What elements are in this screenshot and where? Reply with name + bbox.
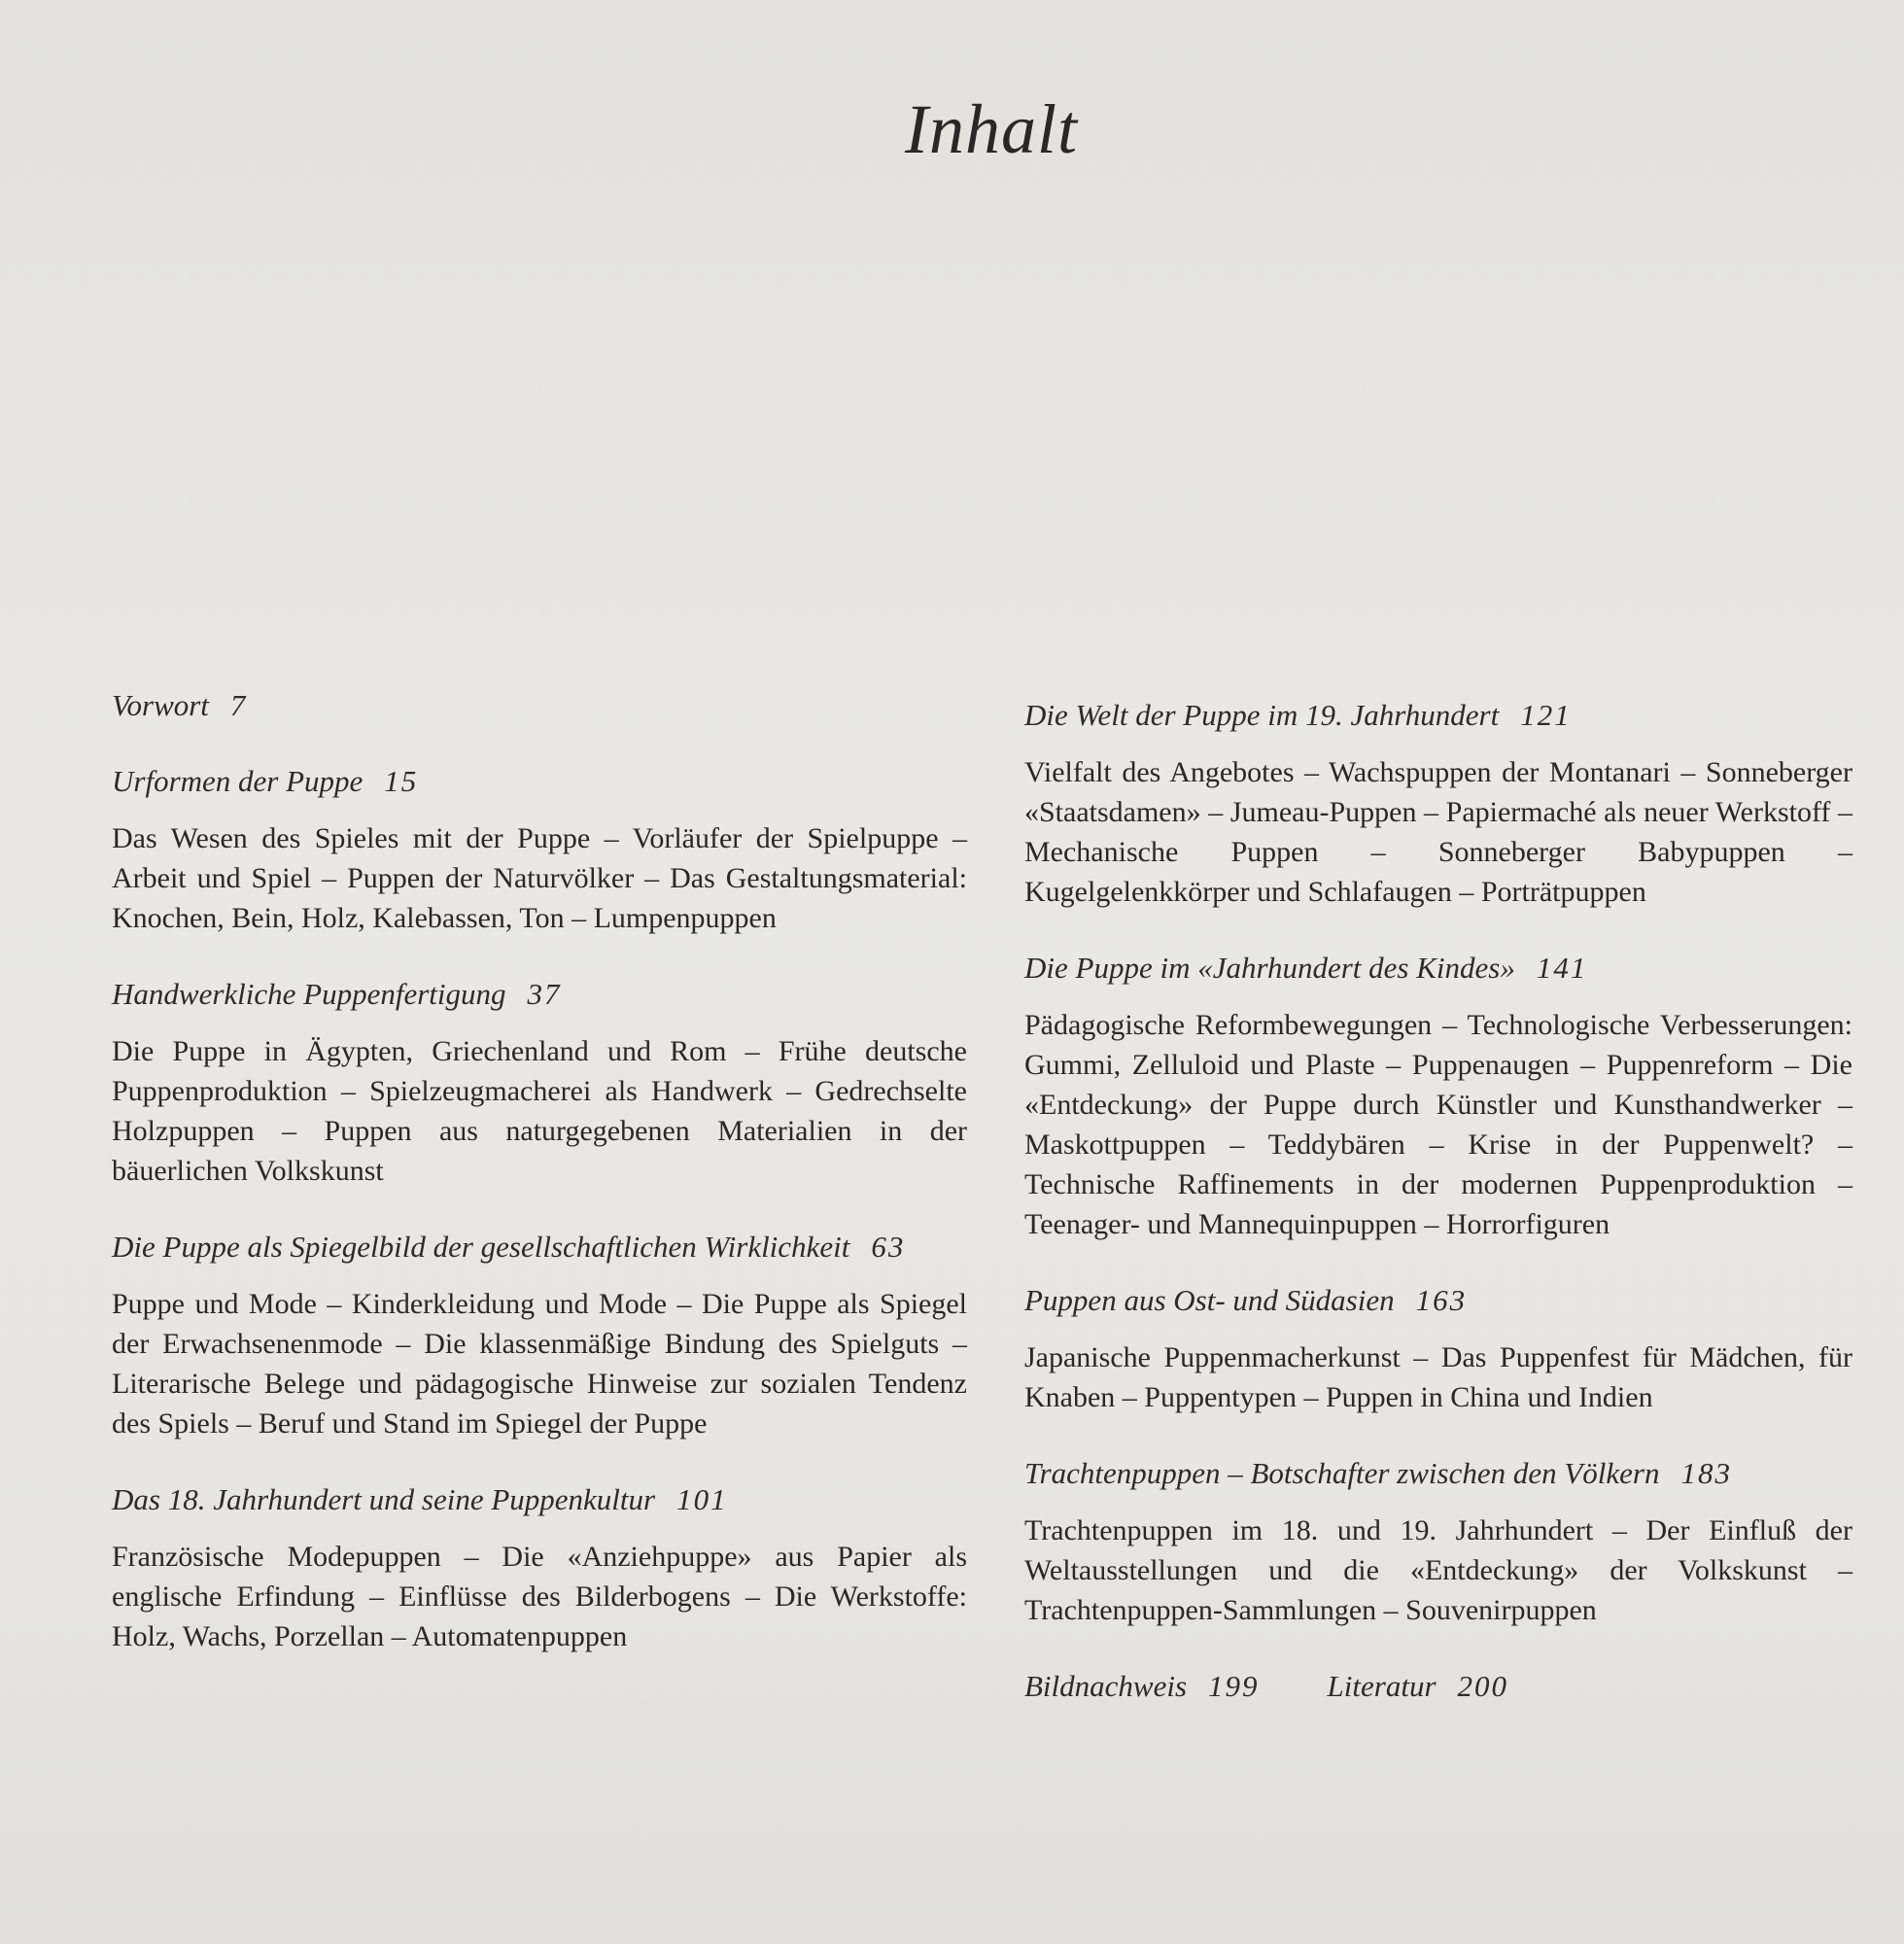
chapter-description: Trachtenpuppen im 18. und 19. Jahrhundert – Der Einfluß der Weltausstellungen und die «Entdeckung» der Volkskunst – Trachtenpuppen-Sammlungen – Souvenirpuppen	[1024, 1514, 1852, 1626]
chapter-description: Japanische Puppenmacherkunst – Das Puppenfest für Mädchen, für Knaben – Puppentypen – Puppen in China und Indien	[1024, 1341, 1852, 1413]
chapter-title: Trachtenpuppen – Botschafter zwischen den Völkern	[1024, 1456, 1660, 1490]
chapter-title: Vorwort	[112, 688, 209, 722]
page-number: 37	[527, 977, 562, 1011]
page-number: 63	[871, 1230, 906, 1264]
toc-entry-handwerkliche	[112, 975, 967, 1191]
toc-entry-heading	[1024, 1454, 1852, 1493]
chapter-description: Puppe und Mode – Kinderkleidung und Mode – Die Puppe als Spiegel der Erwachsenenmode – Die klassenmäßige Bindung des Spielguts – Literarische Belege und pädagogische Hinweise zur sozialen Tendenz des Spiels – Beruf und Stand im Spiegel der Puppe	[112, 1288, 967, 1440]
toc-footer	[1024, 1667, 1852, 1706]
toc-entry-heading	[112, 1228, 967, 1267]
page-number: 101	[676, 1482, 728, 1516]
page-number: 163	[1415, 1283, 1468, 1317]
toc-entry-trachtenpuppen	[1024, 1454, 1852, 1630]
toc-entry-heading	[112, 1480, 967, 1519]
chapter-title: Die Welt der Puppe im 19. Jahrhundert	[1024, 698, 1500, 732]
toc-entry-19-jahrhundert	[1024, 696, 1852, 912]
toc-entry-heading	[1024, 949, 1852, 988]
page-number: 7	[229, 688, 248, 722]
chapter-title: Puppen aus Ost- und Südasien	[1024, 1283, 1395, 1317]
toc-entry-heading	[112, 975, 967, 1014]
page-title: Inhalt	[905, 90, 1078, 168]
page-number: 183	[1680, 1456, 1732, 1490]
literature-label: Literatur	[1327, 1669, 1437, 1703]
toc-entry-18-jahrhundert	[112, 1480, 967, 1656]
toc-entry-urformen	[112, 762, 967, 938]
toc-entry-ost-suedasien	[1024, 1281, 1852, 1417]
chapter-description: Französische Modepuppen – Die «Anziehpuppe» aus Papier als englische Erfindung – Einflüsse des Bilderbogens – Die Werkstoffe: Holz, Wachs, Porzellan – Automatenpuppen	[112, 1541, 967, 1652]
chapter-description: Vielfalt des Angebotes – Wachspuppen der Montanari – Sonneberger «Staatsdamen» – Jumeau-Puppen – Papiermaché als neuer Werkstoff – Mechanische Puppen – Sonneberger Babypuppen – Kugelgelenkkörper und Schlafaugen – Porträtpuppen	[1024, 756, 1852, 908]
literature-page: 200	[1457, 1669, 1509, 1703]
toc-right-column	[1024, 696, 1852, 1706]
picture-credits-label: Bildnachweis	[1024, 1669, 1188, 1703]
picture-credits-page: 199	[1208, 1669, 1260, 1703]
toc-entry-heading	[112, 762, 967, 801]
chapter-description: Pädagogische Reformbewegungen – Technologische Verbesserungen: Gummi, Zelluloid und Plaste – Puppenaugen – Puppenreform – Die «Entdeckung» der Puppe durch Künstler und Kunsthandwerker – Maskottpuppen – Teddybären – Krise in der Puppenwelt? – Technische Raffinements in der modernen Puppenproduktion – Teenager- und Mannequinpuppen – Horrorfiguren	[1024, 1009, 1852, 1240]
toc-left-column	[112, 686, 967, 1693]
toc-entry-jahrhundert-des-kindes	[1024, 949, 1852, 1244]
chapter-description: Die Puppe in Ägypten, Griechenland und Rom – Frühe deutsche Puppenproduktion – Spielzeugmacherei als Handwerk – Gedrechselte Holzpuppen – Puppen aus naturgegebenen Materialien in der bäuerlichen Volkskunst	[112, 1035, 967, 1187]
chapter-title: Handwerkliche Puppenfertigung	[112, 977, 506, 1011]
chapter-title: Die Puppe als Spiegelbild der gesellschaftlichen Wirklichkeit	[112, 1230, 850, 1264]
toc-entry-heading	[1024, 1281, 1852, 1320]
toc-entry-vorwort	[112, 686, 967, 725]
chapter-title: Urformen der Puppe	[112, 764, 363, 798]
chapter-title: Die Puppe im «Jahrhundert des Kindes»	[1024, 951, 1515, 985]
toc-entry-heading	[112, 686, 967, 725]
toc-entry-spiegelbild	[112, 1228, 967, 1443]
chapter-title: Das 18. Jahrhundert und seine Puppenkultur	[112, 1482, 656, 1516]
page-number: 121	[1520, 698, 1572, 732]
page-number: 15	[384, 764, 419, 798]
toc-entry-heading	[1024, 696, 1852, 735]
page-number: 141	[1536, 951, 1588, 985]
chapter-description: Das Wesen des Spieles mit der Puppe – Vorläufer der Spielpuppe – Arbeit und Spiel – Puppen der Naturvölker – Das Gestaltungsmaterial: Knochen, Bein, Holz, Kalebassen, Ton – Lumpenpuppen	[112, 822, 967, 934]
